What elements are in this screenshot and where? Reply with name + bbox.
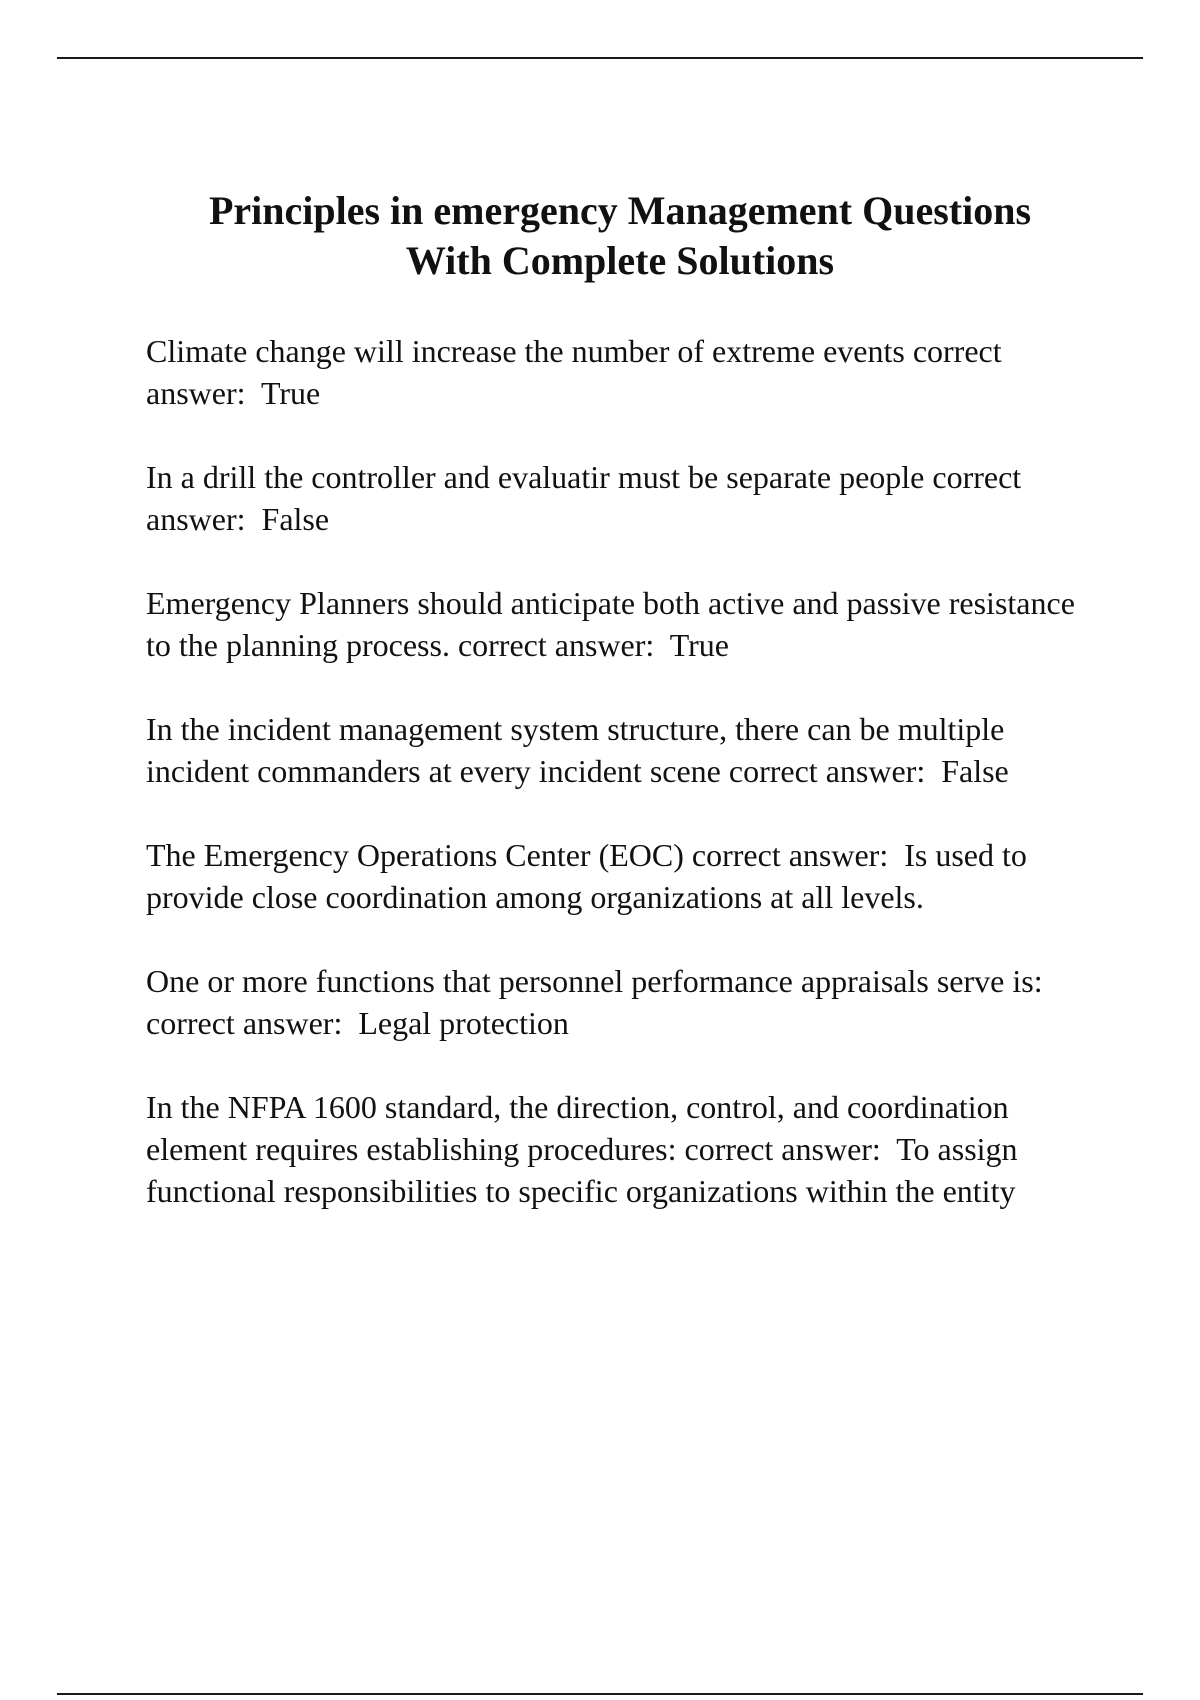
document-title-line-2: With Complete Solutions [405,238,835,283]
qa-item: In a drill the controller and evaluatir must be separate people correct answer: False [146,459,1022,537]
question-answer-list [146,330,1106,1254]
qa-item: In the incident management system structure, there can be multiple incident commanders at every incident scene correct answer: False [146,711,1009,789]
qa-item: One or more functions that personnel performance appraisals serve is: correct answer: Legal protection [146,963,1043,1041]
bottom-divider [57,1693,1143,1695]
qa-item: Emergency Planners should anticipate both active and passive resistance to the planning process. correct answer: True [146,585,1075,663]
top-divider [57,57,1143,59]
document-title-line-1: Principles in emergency Management Questions [208,188,1032,233]
qa-item: The Emergency Operations Center (EOC) correct answer: Is used to provide close coordination among organizations at all levels. [146,837,1027,915]
qa-item: In the NFPA 1600 standard, the direction, control, and coordination element requires establishing procedures: correct answer: To assign functional responsibilities to specific organizations within the entity [146,1089,1018,1209]
qa-item: Climate change will increase the number of extreme events correct answer: True [146,333,1002,411]
document-title [80,186,1160,286]
